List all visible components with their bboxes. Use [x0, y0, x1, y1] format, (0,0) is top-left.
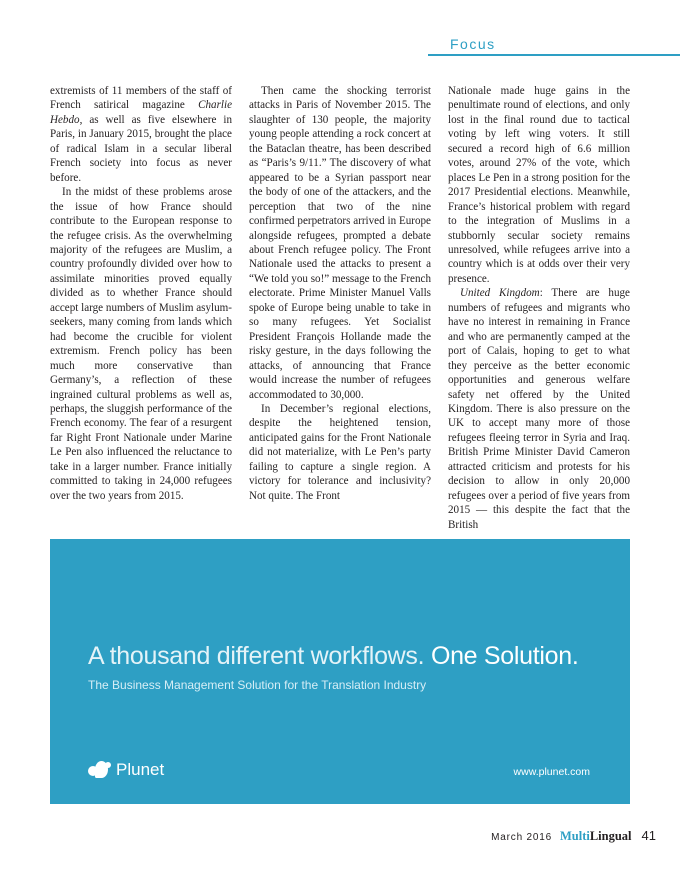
ad-headline-light: A thousand different workflows. — [88, 642, 425, 670]
magazine-brand — [560, 829, 632, 844]
article-column-2 — [249, 84, 431, 503]
brand-lingual: Lingual — [589, 829, 632, 843]
italic-text: Charlie Hebdo — [50, 99, 232, 126]
text-run: , as well as five elsewhere in Paris, in January 2015, brought the place of radical Islam in a secular liberal French society into focus as never before. — [50, 113, 232, 184]
paragraph — [249, 402, 431, 503]
paragraph — [50, 84, 232, 185]
ad-subline: The Business Management Solution for the Translation Industry — [88, 678, 427, 692]
text-run: In the midst of these problems arose the issue of how France should contribute to the European response to the refugee crisis. As the overwhelming majority of the refugees are Muslim, a country profoundly divided over how to assimilate minorities proved equally divided as to whether France should accept large numbers of Muslim asylum-seekers, many coming from lands which had become the crucible for violent extremism. French policy has been much more conservative than Germany’s, a reflection of these ingrained cultural problems as well as, perhaps, the sluggish performance of the French economy. The fear of a resurgent far Right Front Nationale under Marine Le Pen also influenced the reluctance to take in a larger number. France initially committed to taking in 24,000 refugees over the two years from 2015. — [50, 186, 232, 502]
text-run: Nationale made huge gains in the penultimate round of elections, and only lost in the final round due to tactical voting by left wing voters. It still secured a record high of 6.6 million votes, around 27% of the vote, which places Le Pen in a strong position for the 2017 Presidential elections. Meanwhile, France’s historical problem with regard to the integration of Muslims in a stubbornly secular society remains unresolved, while refugees arrive into a country which is at odds over their very presence. — [448, 85, 630, 285]
paragraph — [448, 84, 630, 286]
section-rule — [428, 54, 680, 56]
ad-logo-text: Plunet — [116, 760, 165, 779]
page-footer — [491, 828, 656, 844]
text-run: extremists of 11 members of the staff of French satirical magazine — [50, 85, 232, 112]
article-column-3 — [448, 84, 630, 532]
text-run: : There are huge numbers of refugees and migrants who have no interest in remaining in France and who are permanently camped at the port of Calais, hoping to get to what they perceive as the better economic opportunities and generous welfare safety net offered by the United Kingdom. There is also pressure on the UK to accept many more of those refugees fleeing terror in Syria and Iraq. British Prime Minister David Cameron attracted criticism and protests for his decision to allow in only 20,000 refugees over a period of five years from 2015 — this despite the fact that the British — [448, 287, 630, 531]
section-label: Focus — [450, 36, 496, 52]
text-run: In December’s regional elections, despite the heightened tension, anticipated gains for the Front Nationale did not materialize, with Le Pen’s party failing to capture a single region. A victory for tolerance and inclusivity? Not quite. The Front — [249, 402, 431, 502]
issue-date: March 2016 — [491, 832, 552, 843]
ad-headline-strong: One Solution. — [430, 642, 579, 670]
brand-multi: Multi — [559, 829, 590, 843]
section-header — [428, 36, 680, 56]
ad-logo — [88, 759, 164, 781]
paragraph — [50, 185, 232, 503]
ad-url-link[interactable]: www.plunet.com — [513, 766, 590, 778]
text-run: Then came the shocking terrorist attacks in Paris of November 2015. The slaughter of 130 people, the majority young people attending a rock concert at the Bataclan theatre, has been described as “Paris’s 9/11.” The discovery of what appeared to be a Syrian passport near the body of one of the attackers, and the perception that two of the nine confirmed perpetrators arrived in Europe alongside refugees, prompted a debate about French refugee policy. The Front Nationale used the attacks to present a “We told you so!” message to the French electorate. Prime Minister Manuel Valls spoke of Europe being unable to take in so many refugees. Yet Socialist President François Hollande made the risky gesture, in the days following the attacks, of announcing that France would increase the number of refugees accommodated to 30,000. — [249, 85, 431, 401]
ad-headline — [88, 642, 579, 671]
paragraph — [448, 286, 630, 532]
italic-text: United Kingdom — [460, 287, 540, 300]
page-number: 41 — [641, 828, 656, 843]
advertisement-banner[interactable] — [50, 539, 630, 804]
paragraph — [249, 84, 431, 402]
article-column-1 — [50, 84, 232, 503]
plunet-logo-icon — [88, 760, 114, 780]
